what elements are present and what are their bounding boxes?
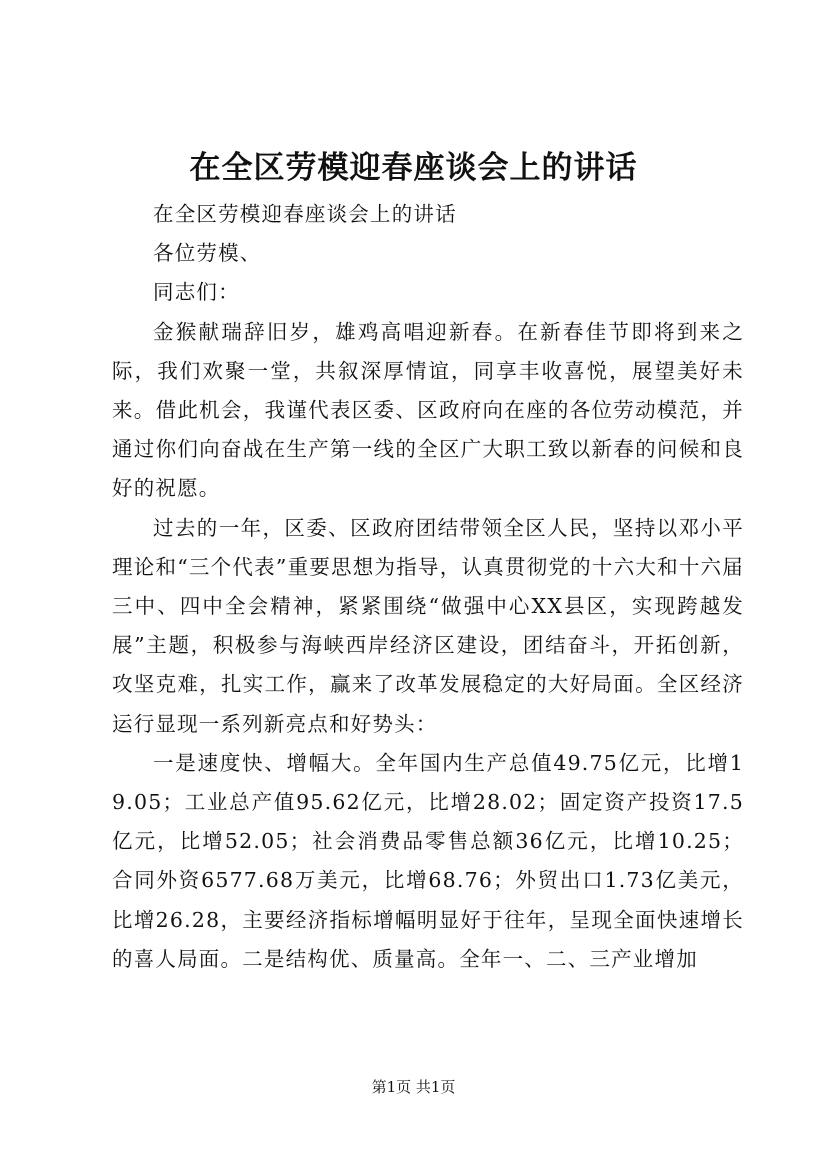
paragraph-salutation-1: 各位劳模、 <box>153 241 262 266</box>
page-footer <box>0 1076 827 1098</box>
document-title: 在全区劳模迎春座谈会上的讲话 <box>189 150 638 186</box>
paragraph-economy: 一是速度快、增幅大。全年国内生产总值49.75亿元，比增19.05；工业总产值95.62亿元，比增28.02；固定资产投资17.5亿元，比增52.05；社会消费品零售总额36亿元，比增10.25；合同外资6577.68万美元，比增68.76；外贸出口1.73亿美元，比增26.28，主要经济指标增幅明显好于往年，呈现全面快速增长的喜人局面。二是结构优、质量高。全年一、二、三产业增加 <box>112 750 744 971</box>
page-number: 第1页 共1页 <box>371 1078 456 1096</box>
paragraph-salutation-2: 同志们： <box>153 280 240 305</box>
document-body <box>112 195 744 979</box>
paragraph-greeting: 金猴献瑞辞旧岁，雄鸡高唱迎新春。在新春佳节即将到来之际，我们欢聚一堂，共叙深厚情谊，同享丰收喜悦，展望美好未来。借此机会，我谨代表区委、区政府向在座的各位劳动模范，并通过你们向奋战在生产第一线的全区广大职工致以新春的问候和良好的祝愿。 <box>112 319 744 501</box>
paragraph-review: 过去的一年，区委、区政府团结带领全区人民，坚持以邓小平理论和“三个代表”重要思想为指导，认真贯彻党的十六大和十六届三中、四中全会精神，紧紧围绕“做强中心XX县区，实现跨越发展”主题，积极参与海峡西岸经济区建设，团结奋斗，开拓创新，攻坚克难，扎实工作，赢来了改革发展稳定的大好局面。全区经济运行显现一系列新亮点和好势头： <box>112 515 744 736</box>
paragraph-subtitle: 在全区劳模迎春座谈会上的讲话 <box>153 202 457 226</box>
